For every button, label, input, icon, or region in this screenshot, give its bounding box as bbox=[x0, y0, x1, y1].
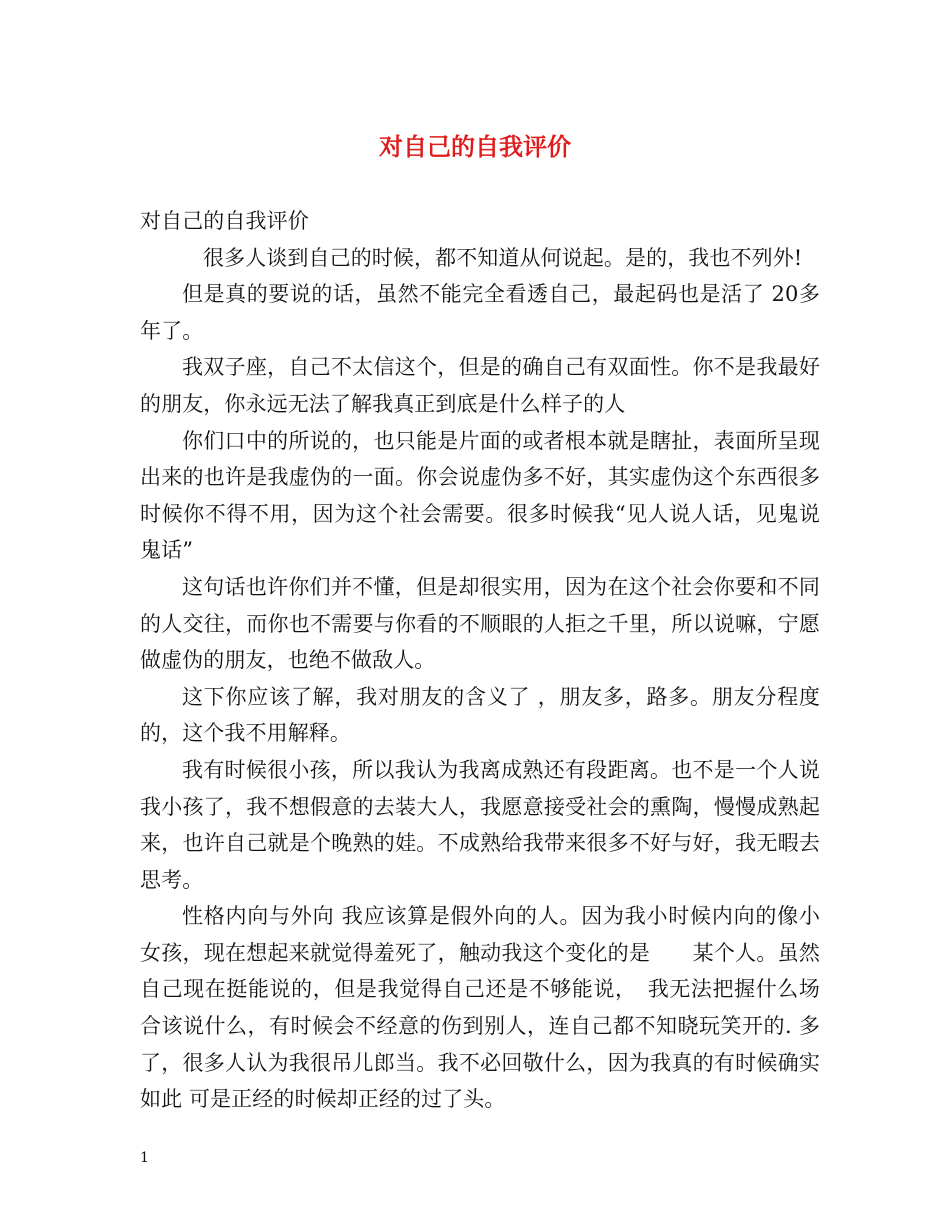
document-title: 对自己的自我评价 bbox=[379, 132, 571, 161]
page-number: 1 bbox=[140, 1150, 149, 1166]
body-paragraph: 这下你应该了解，我对朋友的含义了 ，朋友多，路多。朋友分程度的，这个我不用解释。 bbox=[140, 684, 820, 746]
body-paragraph: 很多人谈到自己的时候，都不知道从何说起。是的，我也不列外! bbox=[203, 245, 803, 270]
body-paragraph: 你们口中的所说的，也只能是片面的或者根本就是瞎扯，表面所呈现出来的也许是我虚伪的一面。你会说虚伪多不好，其实虚伪这个东西很多时候你不得不用，因为这个社会需要。很多时候我“见人说人话，见鬼说鬼话” bbox=[140, 428, 820, 563]
body-paragraph: 这句话也许你们并不懂，但是却很实用，因为在这个社会你要和不同的人交往，而你也不需要与你看的不顺眼的人拒之千里，所以说嘛，宁愿做虚伪的朋友，也绝不做敌人。 bbox=[140, 574, 820, 673]
body-paragraph: 但是真的要说的话，虽然不能完全看透自己，最起码也是活了 20多年了。 bbox=[140, 282, 820, 343]
body-paragraph: 性格内向与外向 我应该算是假外向的人。因为我小时候内向的像小女孩，现在想起来就觉得羞死了，触动我这个变化的是 某个人。虽然自己现在挺能说的，但是我觉得自己还是不够能说， 我无法把握什么场合该说什么，有时候会不经意的伤到别人，连自己都不知晓玩笑开的. 多了，很多人认为我很吊儿郎当。我不必回敬什么，因为我真的有时候确实如此 可是正经的时候却正经的过了头。 bbox=[140, 904, 820, 1112]
body-paragraph: 我有时候很小孩，所以我认为我离成熟还有段距离。也不是一个人说我小孩了，我不想假意的去装大人，我愿意接受社会的熏陶，慢慢成熟起来，也许自己就是个晚熟的娃。不成熟给我带来很多不好与好，我无暇去思考。 bbox=[140, 757, 820, 892]
body-paragraph: 我双子座，自己不太信这个，但是的确自己有双面性。你不是我最好的朋友，你永远无法了解我真正到底是什么样子的人 bbox=[140, 355, 820, 416]
document-body bbox=[140, 203, 820, 1118]
body-heading-paragraph: 对自己的自我评价 bbox=[140, 209, 309, 233]
